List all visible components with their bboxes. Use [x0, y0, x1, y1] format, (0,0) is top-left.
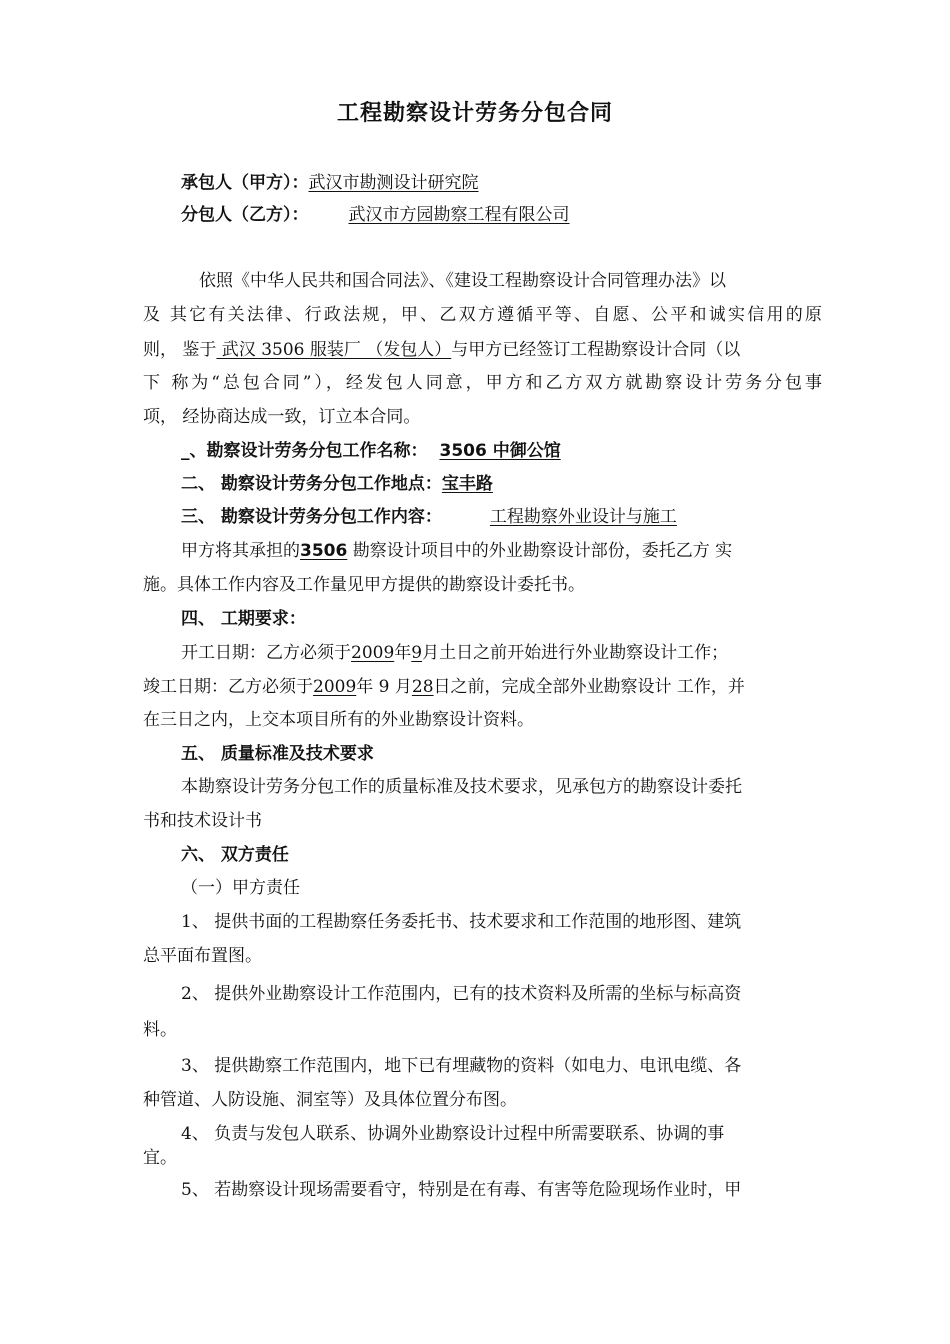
- end-year: 2009: [313, 677, 357, 697]
- employer-name: 武汉 3506 服装厂 （发包人）: [216, 340, 452, 360]
- preamble-line-2: 及 其它有关法律、行政法规，甲、乙双方遵循平等、自愿、公平和诚实信用的原: [143, 305, 822, 325]
- section-3-para-line-2: 施。具体工作内容及工作量见甲方提供的勘察设计委托书。: [143, 575, 585, 595]
- end-a: 竣工日期：乙方必须于: [143, 677, 313, 697]
- duty-4-line-2: 宜。: [143, 1148, 177, 1168]
- preamble-line-1: 依照《中华人民共和国合同法》、《建设工程勘察设计合同管理办法》以: [199, 271, 726, 291]
- section-2: [181, 476, 493, 493]
- duty-5-line-1: 5、 若勘察设计现场需要看守，特别是在有毒、有害等危险现场作业时，甲: [181, 1180, 742, 1200]
- subcontractor-label: 分包人（乙方）：: [181, 205, 309, 225]
- duty-4-line-1: 4、 负责与发包人联系、协调外业勘察设计过程中所需要联系、协调的事: [181, 1124, 725, 1144]
- section-3-label: 三、 勘察设计劳务分包工作内容：: [181, 507, 442, 527]
- work-content: 工程勘察外业设计与施工: [489, 507, 677, 527]
- subcontractor-name: 武汉市方园勘察工程有限公司: [348, 205, 570, 225]
- section-1-label: _、勘察设计劳务分包工作名称：: [181, 441, 428, 461]
- project-name: 3506 中御公馆: [439, 441, 561, 461]
- start-date-line: [181, 645, 728, 662]
- section-1: [181, 443, 561, 460]
- project-code: 3506: [300, 541, 348, 561]
- party-a-duties-heading: （一）甲方责任: [181, 878, 300, 898]
- duty-2-line-1: 2、 提供外业勘察设计工作范围内，已有的技术资料及所需的坐标与标高资: [181, 984, 742, 1004]
- start-month: 9: [411, 643, 423, 663]
- preamble-line-5: 项， 经协商达成一致，订立本合同。: [143, 407, 421, 427]
- start-a: 开工日期：乙方必须于: [181, 643, 351, 663]
- start-year: 2009: [351, 643, 395, 663]
- end-day: 28: [411, 677, 434, 697]
- duty-1-line-2: 总平面布置图。: [143, 946, 262, 966]
- section-5-para-line-2: 书和技术设计书: [143, 811, 262, 831]
- preamble-3a: 则， 鉴于: [143, 340, 217, 360]
- end-b: 年 9 月: [356, 677, 412, 697]
- section-5-para-line-1: 本勘察设计劳务分包工作的质量标准及技术要求，见承包方的勘察设计委托: [181, 777, 742, 797]
- end-c: 日之前，完成全部外业勘察设计 工作，并: [433, 677, 745, 697]
- start-b: 年: [394, 643, 412, 663]
- contractor-name: 武汉市勘测设计研究院: [308, 173, 479, 193]
- section-3-para-b: 勘察设计项目中的外业勘察设计部份，委托乙方 实: [347, 541, 733, 561]
- subcontractor-line: [181, 207, 570, 224]
- contractor-label: 承包人（甲方）：: [181, 173, 309, 193]
- section-2-label: 二、 勘察设计劳务分包工作地点：: [181, 474, 442, 494]
- end-date-line: [143, 679, 745, 696]
- duty-3-line-1: 3、 提供勘察工作范围内，地下已有埋藏物的资料（如电力、电讯电缆、各: [181, 1056, 742, 1076]
- section-3-para-line-1: [181, 543, 732, 560]
- project-location: 宝丰路: [441, 474, 493, 494]
- section-3: [181, 509, 677, 526]
- contractor-line: [181, 175, 479, 192]
- preamble-3b: 与甲方已经签订工程勘察设计合同（以: [451, 340, 741, 360]
- preamble-line-3: [143, 342, 740, 359]
- section-6-heading: 六、 双方责任: [181, 845, 289, 865]
- start-c: 月土日之前开始进行外业勘察设计工作；: [422, 643, 729, 663]
- duty-1-line-1: 1、 提供书面的工程勘察任务委托书、技术要求和工作范围的地形图、建筑: [181, 912, 742, 932]
- duty-3-line-2: 种管道、人防设施、洞室等）及具体位置分布图。: [143, 1090, 517, 1110]
- document-title: 工程勘察设计劳务分包合同: [336, 101, 613, 126]
- section-3-para-a: 甲方将其承担的: [181, 541, 300, 561]
- end-date-line-2: 在三日之内，上交本项目所有的外业勘察设计资料。: [143, 710, 534, 730]
- duty-2-line-2: 料。: [143, 1020, 177, 1040]
- section-4-heading: 四、 工期要求：: [181, 609, 306, 629]
- preamble-line-4: 下 称为“总包合同”），经发包人同意，甲方和乙方双方就勘察设计劳务分包事: [143, 373, 822, 393]
- section-5-heading: 五、 质量标准及技术要求: [181, 744, 374, 764]
